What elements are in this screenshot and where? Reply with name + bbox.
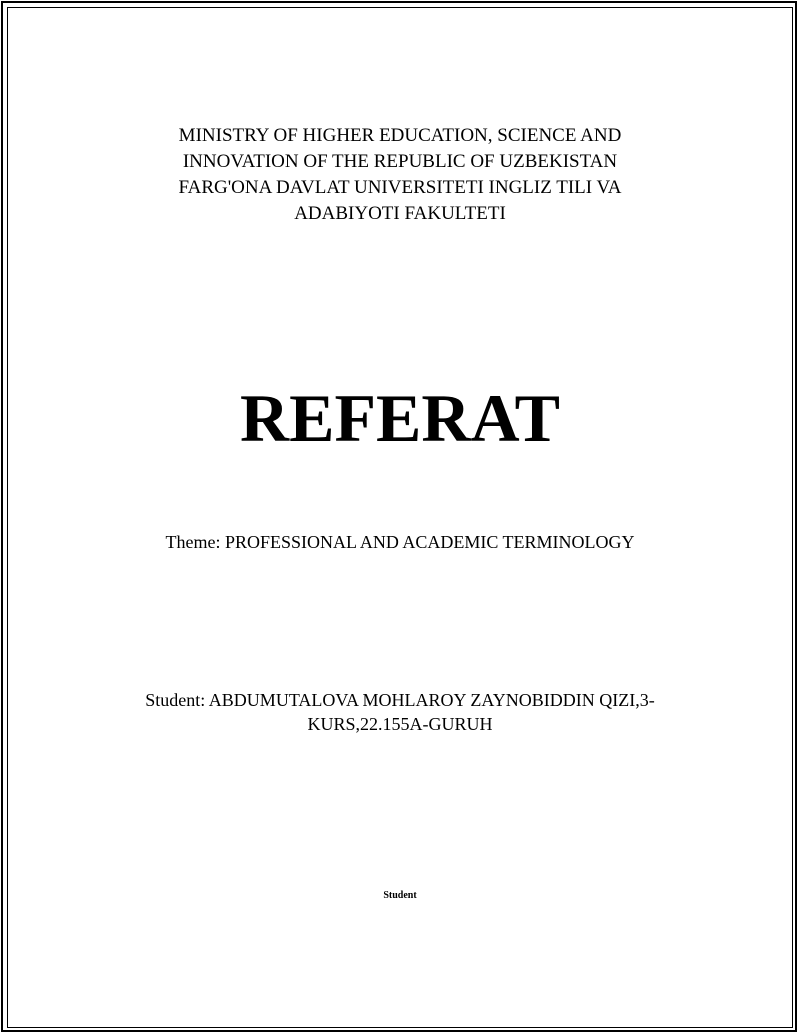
document-title: REFERAT — [240, 380, 560, 456]
ministry-heading-line: INNOVATION OF THE REPUBLIC OF UZBEKISTAN — [182, 151, 618, 172]
student-footer-label: Student — [383, 890, 417, 901]
student-info-line: Student: ABDUMUTALOVA MOHLAROY ZAYNOBIDDIN QIZI,3- — [145, 690, 655, 710]
ministry-heading — [0, 123, 800, 227]
student-info-line: KURS,22.155A-GURUH — [307, 714, 493, 734]
theme-line: Theme: PROFESSIONAL AND ACADEMIC TERMINOLOGY — [165, 532, 635, 552]
ministry-heading-line: FARG'ONA DAVLAT UNIVERSITETI INGLIZ TILI VA — [178, 177, 622, 198]
ministry-heading-line: ADABIYOTI FAKULTETI — [294, 203, 506, 224]
student-info — [0, 688, 800, 736]
ministry-heading-line: MINISTRY OF HIGHER EDUCATION, SCIENCE AND — [178, 125, 622, 146]
